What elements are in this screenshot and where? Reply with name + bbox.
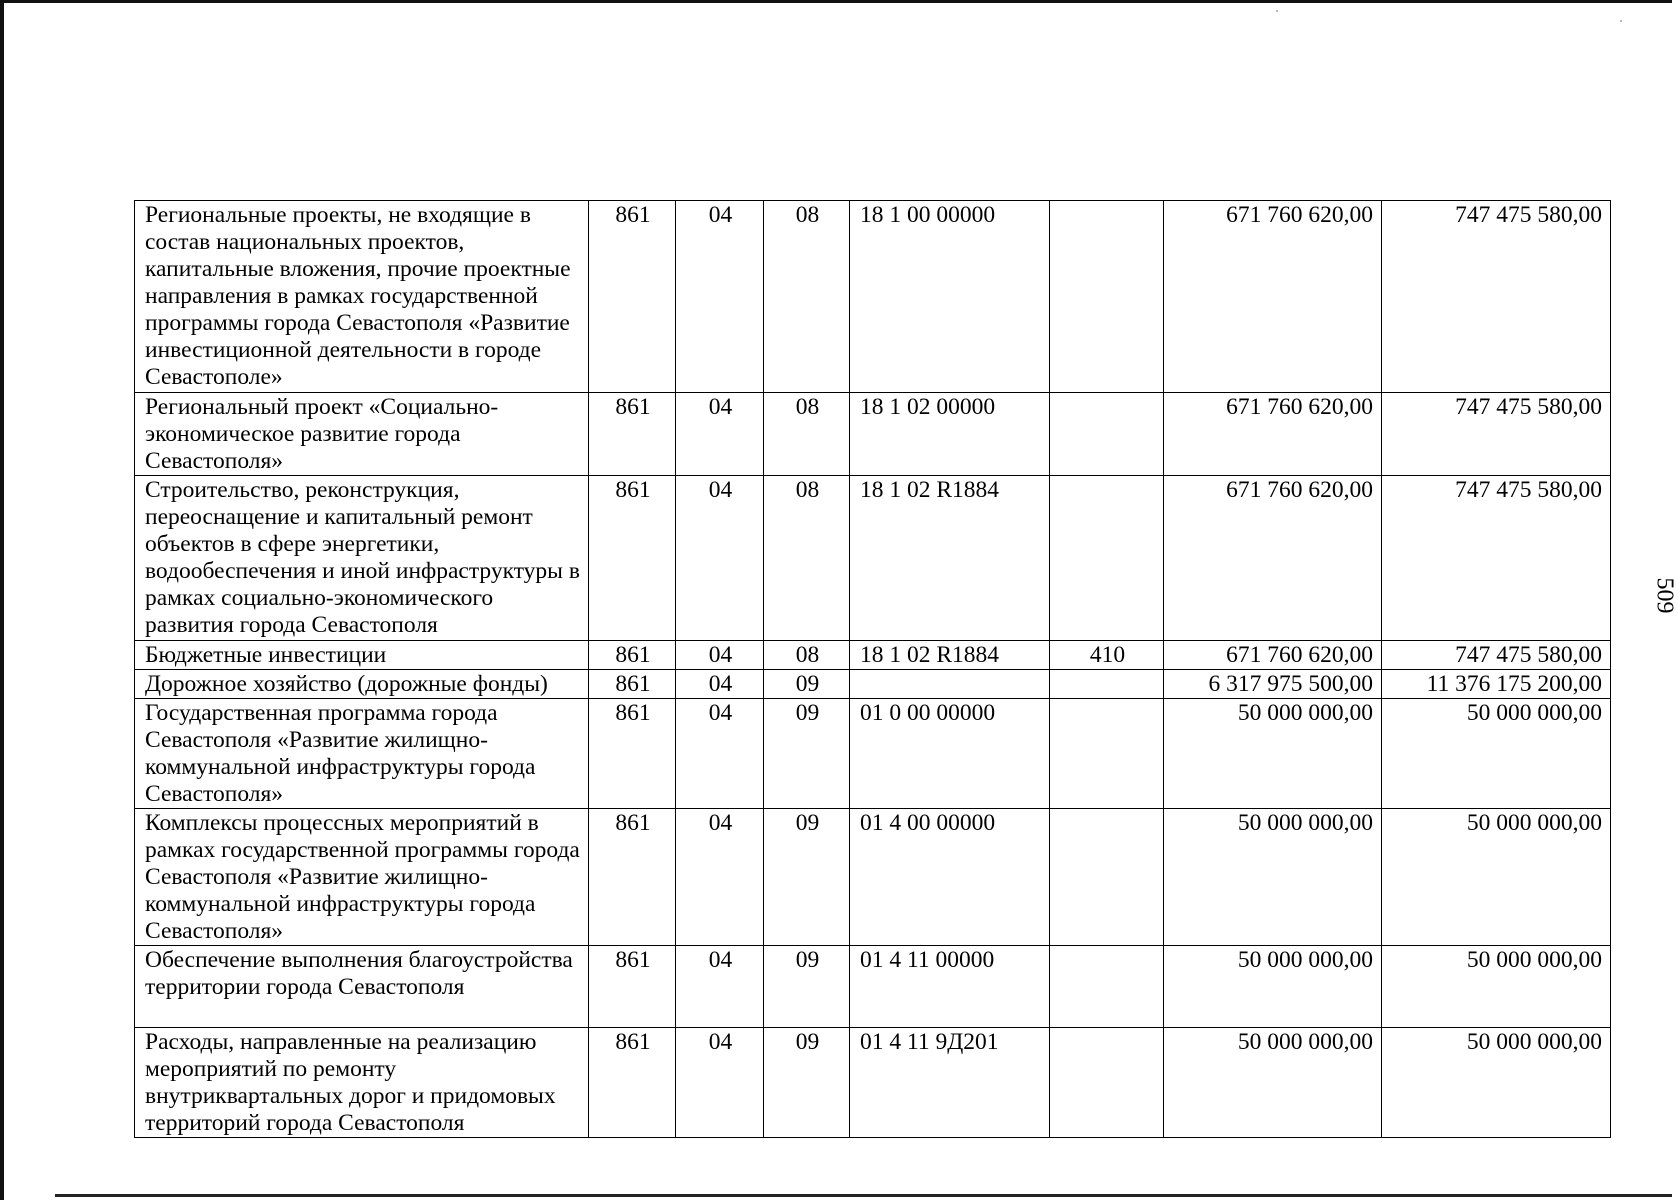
amount-year-1: 671 760 620,00 — [1164, 641, 1382, 670]
amount-year-2: 50 000 000,00 — [1382, 809, 1611, 946]
expense-type-code — [1050, 699, 1164, 809]
item-name: Расходы, направленные на реализацию мероприятий по ремонту внутриквартальных дорог и придомовых территорий города Севастополя — [135, 1028, 589, 1138]
amount-year-2: 11 376 175 200,00 — [1382, 670, 1611, 699]
item-name: Региональный проект «Социально-экономическое развитие города Севастополя» — [135, 393, 589, 476]
expense-type-code: 410 — [1050, 641, 1164, 670]
amount-year-2: 747 475 580,00 — [1382, 476, 1611, 641]
grbs-code: 861 — [589, 946, 676, 1028]
subsection-code: 08 — [764, 201, 850, 393]
table-row — [135, 699, 1611, 809]
table-row — [135, 201, 1611, 393]
target-article-code: 18 1 02 R1884 — [850, 641, 1050, 670]
grbs-code: 861 — [589, 201, 676, 393]
expense-type-code — [1050, 946, 1164, 1028]
item-name: Бюджетные инвестиции — [135, 641, 589, 670]
table-row — [135, 393, 1611, 476]
target-article-code: 01 4 11 9Д201 — [850, 1028, 1050, 1138]
expense-type-code — [1050, 201, 1164, 393]
grbs-code: 861 — [589, 476, 676, 641]
target-article-code: 18 1 02 00000 — [850, 393, 1050, 476]
subsection-code: 09 — [764, 699, 850, 809]
section-code: 04 — [676, 946, 764, 1028]
table-row — [135, 1028, 1611, 1138]
section-code: 04 — [676, 476, 764, 641]
subsection-code: 09 — [764, 670, 850, 699]
amount-year-2: 50 000 000,00 — [1382, 699, 1611, 809]
amount-year-2: 747 475 580,00 — [1382, 641, 1611, 670]
item-name: Региональные проекты, не входящие в состав национальных проектов, капитальные вложения, прочие проектные направления в рамках государственной программы города Севастополя «Развитие инвестиционной деятельности в городе Севастополе» — [135, 201, 589, 393]
target-article-code: 01 0 00 00000 — [850, 699, 1050, 809]
subsection-code: 08 — [764, 393, 850, 476]
section-code: 04 — [676, 641, 764, 670]
amount-year-2: 747 475 580,00 — [1382, 393, 1611, 476]
table-row — [135, 946, 1611, 1028]
table-row — [135, 670, 1611, 699]
amount-year-1: 50 000 000,00 — [1164, 699, 1382, 809]
grbs-code: 861 — [589, 670, 676, 699]
section-code: 04 — [676, 670, 764, 699]
table-row — [135, 809, 1611, 946]
target-article-code: 18 1 00 00000 — [850, 201, 1050, 393]
item-name: Строительство, реконструкция, переоснащение и капитальный ремонт объектов в сфере энергетики, водообеспечения и иной инфраструктуры в рамках социально-экономического развития города Севастополя — [135, 476, 589, 641]
amount-year-1: 671 760 620,00 — [1164, 393, 1382, 476]
target-article-code: 18 1 02 R1884 — [850, 476, 1050, 641]
target-article-code — [850, 670, 1050, 699]
scan-edge-left — [0, 0, 4, 1200]
amount-year-1: 671 760 620,00 — [1164, 201, 1382, 393]
expense-type-code — [1050, 670, 1164, 699]
subsection-code: 09 — [764, 946, 850, 1028]
subsection-code: 09 — [764, 809, 850, 946]
scan-edge-top — [0, 0, 1672, 3]
scan-edge-bottom — [55, 1194, 1672, 1197]
amount-year-2: 50 000 000,00 — [1382, 1028, 1611, 1138]
grbs-code: 861 — [589, 1028, 676, 1138]
subsection-code: 08 — [764, 476, 850, 641]
table-row — [135, 641, 1611, 670]
expense-type-code — [1050, 476, 1164, 641]
item-name: Комплексы процессных мероприятий в рамках государственной программы города Севастополя «Развитие жилищно-коммунальной инфраструктуры города Севастополя» — [135, 809, 589, 946]
subsection-code: 08 — [764, 641, 850, 670]
item-name: Государственная программа города Севастополя «Развитие жилищно-коммунальной инфраструктуры города Севастополя» — [135, 699, 589, 809]
amount-year-1: 50 000 000,00 — [1164, 1028, 1382, 1138]
subsection-code: 09 — [764, 1028, 850, 1138]
amount-year-1: 50 000 000,00 — [1164, 809, 1382, 946]
grbs-code: 861 — [589, 641, 676, 670]
scan-speck — [1276, 10, 1278, 12]
amount-year-1: 671 760 620,00 — [1164, 476, 1382, 641]
scan-speck — [1620, 20, 1622, 22]
section-code: 04 — [676, 809, 764, 946]
amount-year-1: 50 000 000,00 — [1164, 946, 1382, 1028]
section-code: 04 — [676, 699, 764, 809]
expense-type-code — [1050, 809, 1164, 946]
section-code: 04 — [676, 393, 764, 476]
expense-type-code — [1050, 1028, 1164, 1138]
amount-year-2: 747 475 580,00 — [1382, 201, 1611, 393]
page-number: 509 — [1651, 577, 1678, 614]
grbs-code: 861 — [589, 699, 676, 809]
target-article-code: 01 4 11 00000 — [850, 946, 1050, 1028]
grbs-code: 861 — [589, 393, 676, 476]
item-name: Дорожное хозяйство (дорожные фонды) — [135, 670, 589, 699]
expense-type-code — [1050, 393, 1164, 476]
section-code: 04 — [676, 1028, 764, 1138]
grbs-code: 861 — [589, 809, 676, 946]
table-row — [135, 476, 1611, 641]
amount-year-1: 6 317 975 500,00 — [1164, 670, 1382, 699]
target-article-code: 01 4 00 00000 — [850, 809, 1050, 946]
amount-year-2: 50 000 000,00 — [1382, 946, 1611, 1028]
budget-table — [134, 200, 1611, 1138]
item-name: Обеспечение выполнения благоустройства территории города Севастополя — [135, 946, 589, 1028]
section-code: 04 — [676, 201, 764, 393]
